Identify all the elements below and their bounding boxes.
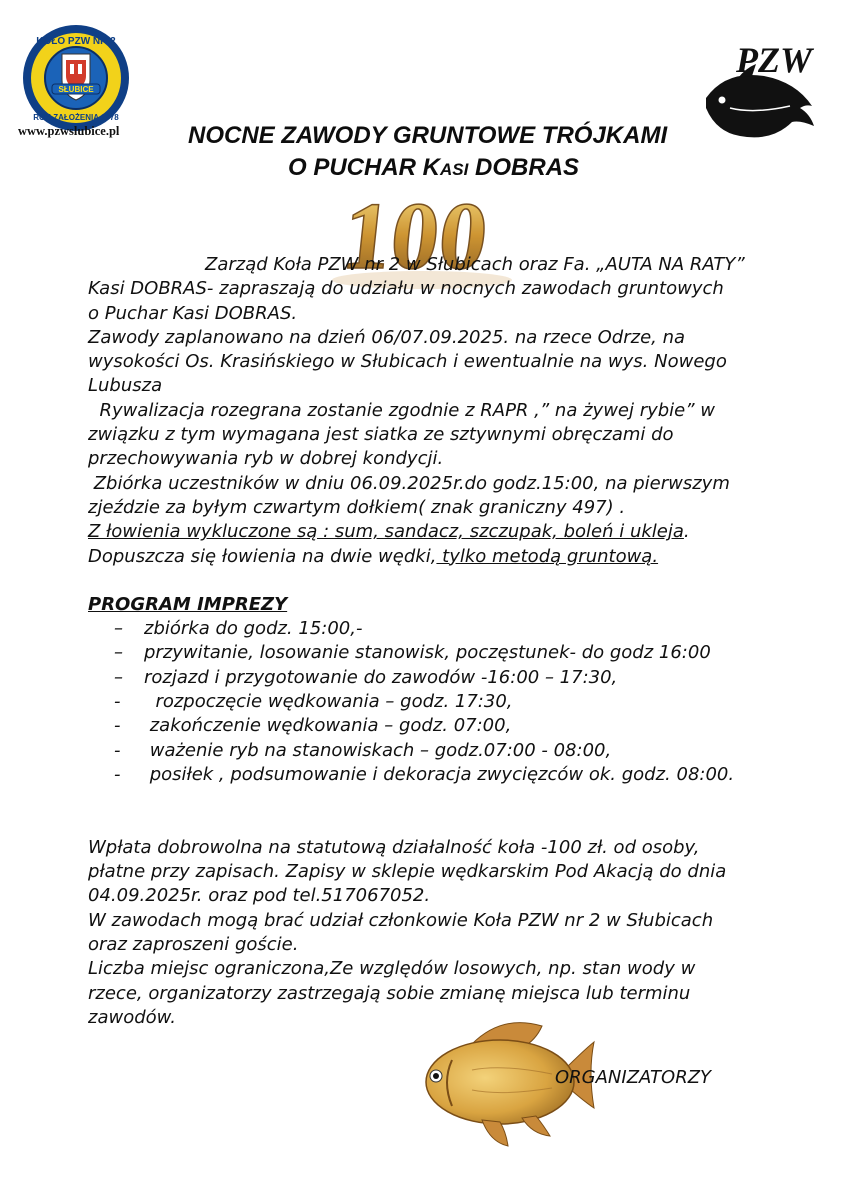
paragraph-line: Zawody zaplanowano na dzień 06/07.09.2025. na rzece Odrze, na	[88, 326, 686, 348]
excluded-species-end: .	[683, 521, 690, 543]
logo-city-text: SŁUBICE	[58, 85, 94, 94]
invitation-body	[88, 253, 788, 1030]
program-item-text: posiłek , podsumowanie i dekoracja zwycięzców ok. godz. 08:00.	[144, 763, 735, 785]
paragraph-line: Zbiórka uczestników w dniu 06.09.2025r.do godz.15:00, na pierwszym	[88, 472, 730, 494]
program-item	[88, 739, 788, 763]
program-item	[88, 690, 788, 714]
excluded-species: Z łowienia wykluczone są : sum, sandacz, szczupak, boleń i ukleja	[88, 521, 684, 543]
paragraph-line: przechowywania ryb w dobrej kondycji.	[88, 448, 444, 470]
signature-organizers: ORGANIZATORZY	[555, 1067, 712, 1088]
program-item-text: rozpoczęcie wędkowania – godz. 17:30,	[144, 691, 513, 713]
paragraph-line: rzece, organizatorzy zastrzegają sobie zmianę miejsca lub terminu	[88, 982, 691, 1004]
program-item-text: ważenie ryb na stanowiskach – godz.07:00 - 08:00,	[144, 739, 612, 761]
program-item-marker: -	[114, 715, 121, 737]
program-item-marker: –	[114, 642, 123, 664]
paragraph-line: W zawodach mogą brać udział członkowie Koła PZW nr 2 w Słubicach	[88, 909, 714, 931]
paragraph-line: zawodów.	[88, 1006, 176, 1028]
paragraph-line: wysokości Os. Krasińskiego w Słubicach i ewentualnie na wys. Nowego	[88, 351, 727, 373]
program-item	[88, 763, 788, 787]
program-item-text: rozjazd i przygotowanie do zawodów -16:00 – 17:30,	[144, 666, 618, 688]
page-title-line1: NOCNE ZAWODY GRUNTOWE TRÓJKAMI	[188, 122, 668, 149]
paragraph-line: 04.09.2025r. oraz pod tel.517067052.	[88, 885, 431, 907]
program-item-marker: –	[114, 666, 123, 688]
program-item	[88, 641, 788, 665]
method-line-b: tylko metodą gruntową.	[436, 545, 659, 567]
paragraph-line: związku z tym wymagana jest siatka ze sztywnymi obręczami do	[88, 424, 674, 446]
program-item	[88, 666, 788, 690]
program-item	[88, 714, 788, 738]
method-line	[88, 545, 788, 569]
pzw-fish-logo	[700, 28, 824, 154]
method-line-a: Dopuszcza się łowienia na dwie wędki,	[88, 545, 437, 567]
club-logo	[22, 24, 130, 132]
paragraph-line: oraz zaproszeni goście.	[88, 934, 299, 956]
title-line2-part-b: DOBRAS	[468, 154, 580, 181]
title-line2-part-a: O PUCHAR K	[288, 154, 441, 181]
paragraph-line: Zarząd Koła PZW nr 2 w Słubicach oraz Fa. „AUTA NA RATY”	[205, 254, 745, 275]
paragraph-line: Wpłata dobrowolna na statutową działalność koła -100 zł. od osoby,	[88, 836, 700, 858]
program-list	[88, 617, 788, 787]
program-item-text: zakończenie wędkowania – godz. 07:00,	[144, 715, 512, 737]
logo-ring-top-text: KOŁO PZW NR 2	[36, 36, 116, 47]
paragraph-line: Liczba miejsc ograniczona,Ze względów losowych, np. stan wody w	[88, 958, 696, 980]
program-heading: PROGRAM IMPREZY	[88, 593, 288, 615]
site-url: www.pzwslubice.pl	[18, 124, 120, 138]
gold-100-text: 100	[337, 182, 493, 289]
exclusions-line	[88, 520, 788, 544]
paragraph-line: Lubusza	[88, 375, 163, 397]
program-item-text: przywitanie, losowanie stanowisk, poczęstunek- do godz 16:00	[144, 642, 711, 664]
program-item-marker: -	[114, 739, 121, 761]
paragraph-line: płatne przy zapisach. Zapisy w sklepie wędkarskim Pod Akacją do dnia	[88, 861, 727, 883]
logo-ring-bottom-text: ROK ZAŁOŻENIA 1978	[33, 113, 119, 122]
program-item	[88, 617, 788, 641]
program-item-marker: –	[114, 618, 123, 640]
paragraph-line: Kasi DOBRAS- zapraszają do udziału w nocnych zawodach gruntowych	[88, 278, 724, 300]
pzw-logo-text: PZW	[736, 40, 812, 80]
program-item-marker: -	[114, 763, 121, 785]
paragraph-line: zjeździe za byłym czwartym dołkiem( znak graniczny 497) .	[88, 496, 626, 518]
paragraph-line: o Puchar Kasi DOBRAS.	[88, 302, 298, 324]
title-line2-smallcaps: ASI	[440, 160, 469, 179]
program-item-text: zbiórka do godz. 15:00,-	[144, 618, 363, 640]
program-item-marker: -	[114, 691, 121, 713]
paragraph-line: Rywalizacja rozegrana zostanie zgodnie z RAPR ,” na żywej rybie” w	[88, 399, 716, 421]
